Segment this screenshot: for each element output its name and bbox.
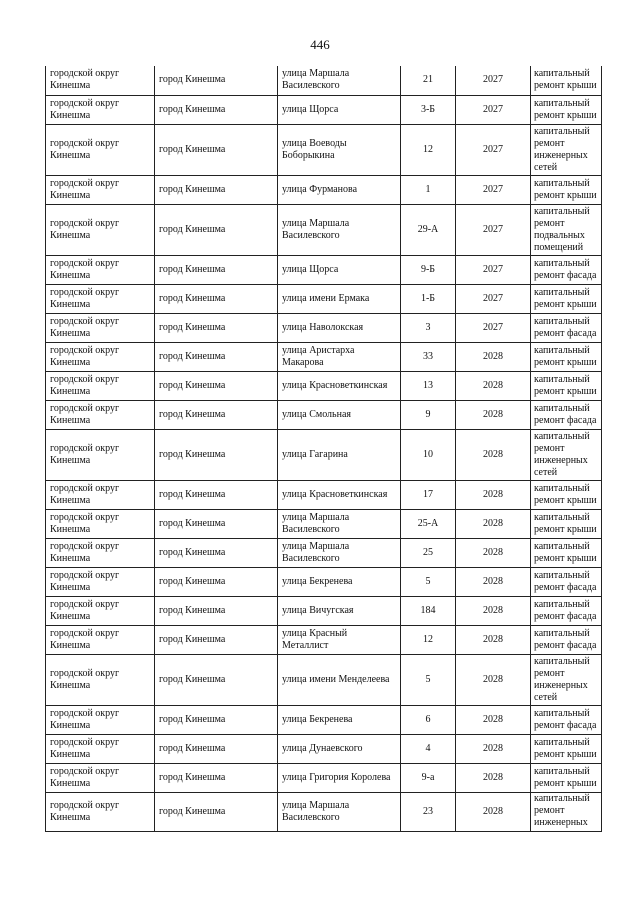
year-cell: 2028 — [456, 400, 531, 429]
table-row — [46, 95, 602, 124]
work-type-cell: капитальный ремонт фасада — [531, 567, 602, 596]
district-cell: городской округ Кинешма — [46, 204, 155, 255]
year-cell: 2027 — [456, 95, 531, 124]
city-cell: город Кинешма — [155, 371, 278, 400]
street-cell: улица Аристарха Макарова — [278, 342, 401, 371]
work-type-cell: капитальный ремонт крыши — [531, 342, 602, 371]
table-row — [46, 429, 602, 480]
house-number-cell: 25 — [401, 538, 456, 567]
table-row — [46, 342, 602, 371]
house-number-cell: 21 — [401, 66, 456, 95]
year-cell: 2027 — [456, 313, 531, 342]
street-cell: улица Маршала Василевского — [278, 792, 401, 831]
table-row — [46, 509, 602, 538]
city-cell: город Кинешма — [155, 734, 278, 763]
district-cell: городской округ Кинешма — [46, 255, 155, 284]
city-cell: город Кинешма — [155, 480, 278, 509]
house-number-cell: 3-Б — [401, 95, 456, 124]
district-cell: городской округ Кинешма — [46, 734, 155, 763]
table-row — [46, 66, 602, 95]
street-cell: улица Бекренева — [278, 705, 401, 734]
table-row — [46, 763, 602, 792]
city-cell: город Кинешма — [155, 625, 278, 654]
table-row — [46, 625, 602, 654]
city-cell: город Кинешма — [155, 429, 278, 480]
district-cell: городской округ Кинешма — [46, 95, 155, 124]
year-cell: 2027 — [456, 175, 531, 204]
year-cell: 2027 — [456, 255, 531, 284]
district-cell: городской округ Кинешма — [46, 429, 155, 480]
work-type-cell: капитальный ремонт фасада — [531, 705, 602, 734]
street-cell: улица Красноветкинская — [278, 480, 401, 509]
work-type-cell: капитальный ремонт крыши — [531, 95, 602, 124]
house-number-cell: 33 — [401, 342, 456, 371]
year-cell: 2028 — [456, 734, 531, 763]
year-cell: 2028 — [456, 342, 531, 371]
district-cell: городской округ Кинешма — [46, 175, 155, 204]
district-cell: городской округ Кинешма — [46, 763, 155, 792]
city-cell: город Кинешма — [155, 255, 278, 284]
house-number-cell: 184 — [401, 596, 456, 625]
year-cell: 2028 — [456, 538, 531, 567]
city-cell: город Кинешма — [155, 654, 278, 705]
house-number-cell: 12 — [401, 124, 456, 175]
year-cell: 2028 — [456, 429, 531, 480]
table-body — [46, 66, 602, 831]
district-cell: городской округ Кинешма — [46, 596, 155, 625]
district-cell: городской округ Кинешма — [46, 342, 155, 371]
work-type-cell: капитальный ремонт фасада — [531, 625, 602, 654]
city-cell: город Кинешма — [155, 596, 278, 625]
house-number-cell: 3 — [401, 313, 456, 342]
table-row — [46, 705, 602, 734]
work-type-cell: капитальный ремонт инженерных сетей — [531, 124, 602, 175]
street-cell: улица Григория Королева — [278, 763, 401, 792]
work-type-cell: капитальный ремонт фасада — [531, 400, 602, 429]
city-cell: город Кинешма — [155, 792, 278, 831]
house-number-cell: 6 — [401, 705, 456, 734]
house-number-cell: 10 — [401, 429, 456, 480]
work-type-cell: капитальный ремонт крыши — [531, 66, 602, 95]
district-cell: городской округ Кинешма — [46, 509, 155, 538]
street-cell: улица Красный Металлист — [278, 625, 401, 654]
work-type-cell: капитальный ремонт инженерных сетей — [531, 654, 602, 705]
table-row — [46, 313, 602, 342]
street-cell: улица Наволокская — [278, 313, 401, 342]
table-row — [46, 654, 602, 705]
page-number: 446 — [310, 37, 330, 52]
street-cell: улица Щорса — [278, 255, 401, 284]
year-cell: 2028 — [456, 596, 531, 625]
house-number-cell: 9-Б — [401, 255, 456, 284]
table-row — [46, 175, 602, 204]
year-cell: 2028 — [456, 480, 531, 509]
table-row — [46, 284, 602, 313]
house-number-cell: 23 — [401, 792, 456, 831]
city-cell: город Кинешма — [155, 204, 278, 255]
work-type-cell: капитальный ремонт крыши — [531, 763, 602, 792]
table-row — [46, 734, 602, 763]
work-type-cell: капитальный ремонт крыши — [531, 371, 602, 400]
year-cell: 2028 — [456, 654, 531, 705]
year-cell: 2028 — [456, 625, 531, 654]
year-cell: 2028 — [456, 567, 531, 596]
street-cell: улица Бекренева — [278, 567, 401, 596]
table-row — [46, 567, 602, 596]
district-cell: городской округ Кинешма — [46, 792, 155, 831]
city-cell: город Кинешма — [155, 284, 278, 313]
year-cell: 2027 — [456, 66, 531, 95]
district-cell: городской округ Кинешма — [46, 705, 155, 734]
street-cell: улица Маршала Василевского — [278, 66, 401, 95]
work-type-cell: капитальный ремонт крыши — [531, 734, 602, 763]
year-cell: 2027 — [456, 124, 531, 175]
house-number-cell: 13 — [401, 371, 456, 400]
house-number-cell: 1-Б — [401, 284, 456, 313]
table-row — [46, 371, 602, 400]
table-row — [46, 124, 602, 175]
street-cell: улица Маршала Василевского — [278, 509, 401, 538]
work-type-cell: капитальный ремонт крыши — [531, 509, 602, 538]
house-number-cell: 4 — [401, 734, 456, 763]
district-cell: городской округ Кинешма — [46, 284, 155, 313]
year-cell: 2027 — [456, 284, 531, 313]
year-cell: 2027 — [456, 204, 531, 255]
city-cell: город Кинешма — [155, 400, 278, 429]
table-row — [46, 204, 602, 255]
work-type-cell: капитальный ремонт крыши — [531, 284, 602, 313]
district-cell: городской округ Кинешма — [46, 371, 155, 400]
work-type-cell: капитальный ремонт подвальных помещений — [531, 204, 602, 255]
district-cell: городской округ Кинешма — [46, 625, 155, 654]
table-row — [46, 480, 602, 509]
table-row — [46, 255, 602, 284]
city-cell: город Кинешма — [155, 95, 278, 124]
street-cell: улица Фурманова — [278, 175, 401, 204]
year-cell: 2028 — [456, 705, 531, 734]
table-row — [46, 400, 602, 429]
street-cell: улица Маршала Василевского — [278, 538, 401, 567]
year-cell: 2028 — [456, 509, 531, 538]
city-cell: город Кинешма — [155, 538, 278, 567]
city-cell: город Кинешма — [155, 342, 278, 371]
district-cell: городской округ Кинешма — [46, 66, 155, 95]
district-cell: городской округ Кинешма — [46, 538, 155, 567]
district-cell: городской округ Кинешма — [46, 124, 155, 175]
house-number-cell: 5 — [401, 567, 456, 596]
table-row — [46, 538, 602, 567]
work-type-cell: капитальный ремонт инженерных — [531, 792, 602, 831]
house-number-cell: 5 — [401, 654, 456, 705]
house-number-cell: 9 — [401, 400, 456, 429]
year-cell: 2028 — [456, 792, 531, 831]
work-type-cell: капитальный ремонт крыши — [531, 538, 602, 567]
district-cell: городской округ Кинешма — [46, 654, 155, 705]
house-number-cell: 17 — [401, 480, 456, 509]
work-type-cell: капитальный ремонт фасада — [531, 596, 602, 625]
street-cell: улица имени Менделеева — [278, 654, 401, 705]
work-type-cell: капитальный ремонт фасада — [531, 313, 602, 342]
city-cell: город Кинешма — [155, 124, 278, 175]
street-cell: улица Дунаевского — [278, 734, 401, 763]
work-type-cell: капитальный ремонт фасада — [531, 255, 602, 284]
city-cell: город Кинешма — [155, 567, 278, 596]
city-cell: город Кинешма — [155, 509, 278, 538]
district-cell: городской округ Кинешма — [46, 400, 155, 429]
city-cell: город Кинешма — [155, 66, 278, 95]
street-cell: улица Гагарина — [278, 429, 401, 480]
year-cell: 2028 — [456, 371, 531, 400]
street-cell: улица имени Ермака — [278, 284, 401, 313]
house-number-cell: 9-а — [401, 763, 456, 792]
city-cell: город Кинешма — [155, 705, 278, 734]
house-number-cell: 12 — [401, 625, 456, 654]
house-number-cell: 1 — [401, 175, 456, 204]
street-cell: улица Маршала Василевского — [278, 204, 401, 255]
house-number-cell: 29-А — [401, 204, 456, 255]
table-row — [46, 792, 602, 831]
work-type-cell: капитальный ремонт инженерных сетей — [531, 429, 602, 480]
work-type-cell: капитальный ремонт крыши — [531, 175, 602, 204]
district-cell: городской округ Кинешма — [46, 313, 155, 342]
city-cell: город Кинешма — [155, 763, 278, 792]
district-cell: городской округ Кинешма — [46, 567, 155, 596]
street-cell: улица Щорса — [278, 95, 401, 124]
street-cell: улица Вичугская — [278, 596, 401, 625]
year-cell: 2028 — [456, 763, 531, 792]
city-cell: город Кинешма — [155, 175, 278, 204]
housing-repair-table — [45, 66, 602, 832]
work-type-cell: капитальный ремонт крыши — [531, 480, 602, 509]
street-cell: улица Красноветкинская — [278, 371, 401, 400]
table-row — [46, 596, 602, 625]
street-cell: улица Воеводы Боборыкина — [278, 124, 401, 175]
district-cell: городской округ Кинешма — [46, 480, 155, 509]
street-cell: улица Смольная — [278, 400, 401, 429]
house-number-cell: 25-А — [401, 509, 456, 538]
city-cell: город Кинешма — [155, 313, 278, 342]
